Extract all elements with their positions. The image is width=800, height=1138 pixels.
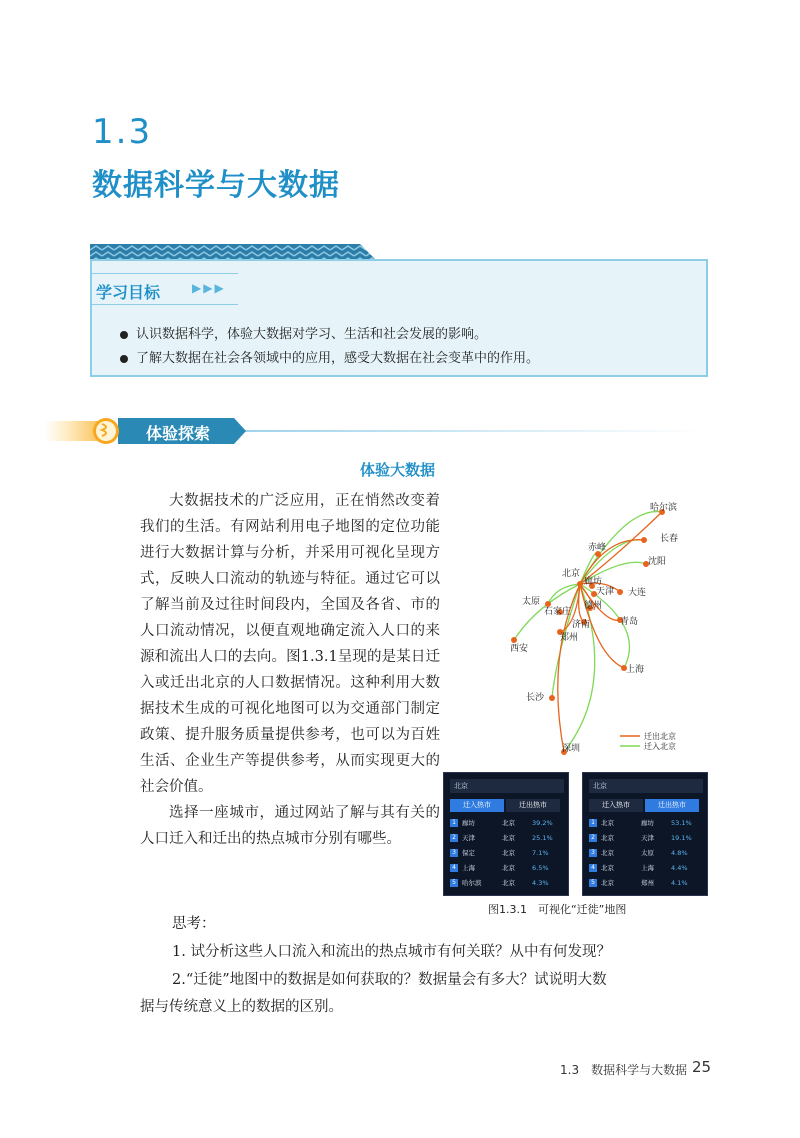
question-2-cont: 据与传统意义上的数据的区别。 <box>140 999 343 1015</box>
city-label: 哈尔滨 <box>650 503 678 513</box>
table-row: 1 廊坊 北京 39.2% <box>450 817 560 829</box>
panel-city: 北京 <box>450 779 564 793</box>
learning-goals-label: 学习目标 <box>96 283 161 302</box>
table-row: 2 天津 北京 25.1% <box>450 832 560 844</box>
bullet-icon <box>120 355 128 363</box>
city-label: 北京 <box>562 569 581 579</box>
city-label: 石家庄 <box>544 607 572 617</box>
city-label: 郑州 <box>560 633 579 643</box>
arrows-icon: ▶▶▶ <box>192 281 226 295</box>
out-hot-cities-panel <box>582 772 708 896</box>
table-row: 3 北京 太原 4.8% <box>589 847 699 859</box>
paragraph: 选择一座城市，通过网站了解与其有关的人口迁入和迁出的热点城市分别有哪些。 <box>140 805 440 847</box>
table-row: 4 上海 北京 6.5% <box>450 862 560 874</box>
legend-in: 迁入北京 <box>644 742 676 751</box>
city-label: 青岛 <box>620 617 639 627</box>
city-label: 西安 <box>510 644 529 654</box>
city-label: 德州 <box>584 601 603 611</box>
city-label: 长沙 <box>526 693 545 703</box>
table-row: 5 哈尔滨 北京 4.3% <box>450 877 560 889</box>
table-row: 2 北京 天津 19.1% <box>589 832 699 844</box>
think-label: 思考： <box>172 916 216 932</box>
tab-out-hot[interactable]: 迁出热市 <box>506 799 560 812</box>
paragraph: 大数据技术的广泛应用，正在悄然改变着我们的生活。有网站利用电子地图的定位功能进行大数据计算与分析，并采用可视化呈现方式，反映人口流动的轨迹与特征。通过它可以了解当前及过往时间段内，全国及各省、市的人口流动情况，以便直观地确定流入人口的来源和流出人口的去向。图1.3.1呈现的是某日迁入或迁出北京的人口数据情况。这种利用大数据技术生成的可视化地图可以为交通部门制定政策、提升服务质量提供参考，也可以为百姓生活、企业生产等提供参考，从而实现更大的社会价值。 <box>140 493 440 795</box>
goal-item <box>120 347 539 366</box>
city-label: 太原 <box>522 597 541 607</box>
city-label: 深圳 <box>562 744 581 754</box>
city-label: 赤峰 <box>588 543 607 553</box>
body-text <box>140 488 440 852</box>
goal-text: 认识数据科学，体验大数据对学习、生活和社会发展的影响。 <box>136 327 488 342</box>
city-label: 廊坊 <box>584 577 603 587</box>
goal-item <box>120 323 487 342</box>
section-number: 1.3 <box>92 112 153 152</box>
city-label: 大连 <box>628 588 647 598</box>
city-label: 沈阳 <box>648 557 667 567</box>
map-legend <box>620 731 676 751</box>
tab-in-hot[interactable]: 迁入热市 <box>589 799 643 812</box>
figure-caption: 图1.3.1 可视化“迁徙”地图 <box>488 903 627 916</box>
legend-out: 迁出北京 <box>644 732 676 741</box>
explore-label: 体验探索 <box>146 424 211 443</box>
section-title: 数据科学与大数据 <box>92 168 340 203</box>
migration-map <box>496 496 700 758</box>
question-1: 1. 试分析这些人口流入和流出的热点城市有何关联？从中有何发现？ <box>172 944 611 960</box>
city-label: 天津 <box>596 587 615 597</box>
explore-header-bar <box>44 418 704 444</box>
page-number: 25 <box>692 1058 712 1076</box>
table-row: 4 北京 上海 4.4% <box>589 862 699 874</box>
bullet-icon <box>120 331 128 339</box>
divider <box>92 273 238 274</box>
running-footer: 1.3 数据科学与大数据 <box>560 1063 688 1077</box>
table-row: 3 保定 北京 7.1% <box>450 847 560 859</box>
city-label: 济南 <box>572 620 591 630</box>
question-2: 2.“迁徙”地图中的数据是如何获取的？数据量会有多大？试说明大数 <box>172 972 607 988</box>
in-hot-cities-panel <box>443 772 569 896</box>
divider <box>92 304 238 305</box>
table-row: 1 北京 廊坊 53.1% <box>589 817 699 829</box>
goal-text: 了解大数据在社会各领域中的应用，感受大数据在社会变革中的作用。 <box>136 351 540 366</box>
tab-in-hot[interactable]: 迁入热市 <box>450 799 504 812</box>
city-label: 上海 <box>626 665 645 675</box>
panel-city: 北京 <box>589 779 703 793</box>
city-label: 长春 <box>660 534 679 544</box>
tab-out-hot[interactable]: 迁出热市 <box>645 799 699 812</box>
table-row: 5 北京 郑州 4.1% <box>589 877 699 889</box>
activity-subtitle: 体验大数据 <box>360 461 436 479</box>
